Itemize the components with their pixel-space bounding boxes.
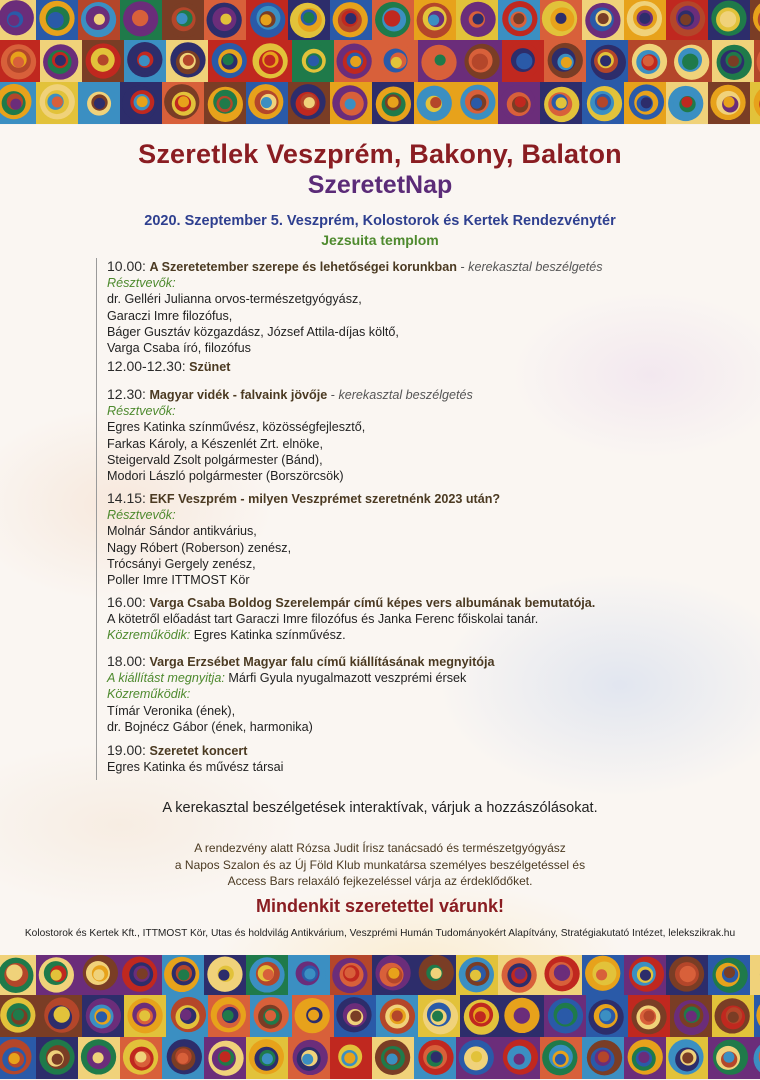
program-separator: - (456, 260, 469, 274)
pattern-circle (723, 1052, 734, 1063)
pattern-circle (8, 15, 19, 26)
pattern-circle (430, 97, 441, 108)
event-date-venue: 2020. Szeptember 5. Veszprém, Kolostorok és Kertek Rendezvénytér (144, 213, 616, 229)
pattern-circle (93, 969, 104, 980)
decorative-circles-band-bottom (0, 955, 760, 1080)
program-separator: - (327, 388, 339, 402)
program-time: 12.30: (107, 386, 146, 402)
pattern-circle (345, 967, 356, 978)
participant-line: Steigervald Zsolt polgármester (Bánd), (107, 452, 323, 467)
program-item (107, 258, 737, 356)
program-title: A Szeretetember szerepe és lehetőségei korunkban (149, 260, 457, 274)
pattern-circle (13, 57, 24, 68)
pattern-circle (260, 14, 271, 25)
participants-label: Résztvevők: (107, 276, 176, 291)
pattern-circle (561, 57, 572, 68)
pattern-circle (600, 55, 611, 66)
pattern-circle (344, 1053, 355, 1064)
pattern-circle (139, 55, 150, 66)
pattern-circle (471, 1051, 482, 1062)
description-line: A kötetről előadást tart Garaczi Imre filozófus és Janka Ferenc főiskolai tanár. (107, 612, 539, 627)
participant-line: Trócsányi Gergely zenész, (107, 556, 256, 571)
pattern-circle (96, 1011, 107, 1022)
pattern-circle (265, 1010, 276, 1021)
pattern-circle (685, 55, 696, 66)
program-time: 14.15: (107, 490, 146, 506)
pattern-circle (728, 1012, 739, 1023)
pattern-circle (98, 54, 109, 65)
pattern-circle (261, 97, 272, 108)
pattern-circle (345, 13, 356, 24)
pattern-circle (350, 56, 361, 67)
pattern-circle (597, 97, 608, 108)
pattern-circle (9, 1053, 20, 1064)
participant-line: Poller Imre ITTMOST Kör (107, 573, 250, 588)
pattern-circle (514, 1054, 525, 1065)
pattern-circle (308, 1010, 319, 1021)
pattern-circle (222, 1010, 233, 1021)
pattern-circle (304, 968, 315, 979)
participant-line: Tímár Veronika (ének), (107, 703, 236, 718)
program-schedule (96, 258, 737, 780)
pattern-circle (51, 969, 62, 980)
info-paragraph: A rendezvény alatt Rózsa Judit Írisz tanácsadó és természetgyógyász a Napos Szalon és az Új Föld Klub munkatársa személyes beszélgetéssel és Access Bars relaxáló fejkezeléssel várja az érdeklődőket. (174, 841, 586, 888)
pattern-circle (388, 968, 399, 979)
opener-line: A kiállítást megnyitja: Márfi Gyula nyugalmazott veszprémi érsek (107, 671, 467, 686)
opener-label: A kiállítást megnyitja: (107, 671, 225, 686)
program-format: kerekasztal beszélgetés (338, 388, 473, 402)
pattern-circle (308, 55, 319, 66)
pattern-circle (220, 1051, 231, 1062)
pattern-circle (9, 967, 20, 978)
pattern-circle (392, 1010, 403, 1021)
pattern-circle (218, 970, 229, 981)
pattern-circle (640, 970, 651, 981)
pattern-circle (686, 1011, 697, 1022)
pattern-circle (263, 969, 274, 980)
pattern-circle (431, 968, 442, 979)
contributor-label: Közreműködik: (107, 687, 191, 702)
pattern-circle (94, 14, 105, 25)
pattern-circle (388, 12, 399, 23)
participant-line: Egres Katinka színművész, közösségfejlesztő, (107, 420, 366, 435)
pattern-circle (555, 969, 566, 980)
pattern-circle (598, 1051, 609, 1062)
participant-line (107, 507, 737, 523)
pattern-circle (638, 1052, 649, 1063)
program-time: 10.00: (107, 258, 146, 274)
pattern-circle (52, 96, 63, 107)
participant-line: Báger Gusztáv közgazdász, József Attila-díjas költő, (107, 324, 399, 339)
pattern-circle (471, 98, 482, 109)
pattern-circle (52, 13, 63, 24)
pattern-circle (682, 1052, 693, 1063)
pattern-circle (388, 97, 399, 108)
pattern-circle (183, 55, 194, 66)
pattern-circle (303, 12, 314, 23)
pattern-circle (391, 57, 402, 68)
decorative-circles-band-top (0, 0, 760, 125)
participant-line: Garaczi Imre filozófus, (107, 308, 233, 323)
pattern-circle (476, 55, 487, 66)
contributor-line: Közreműködik: Egres Katinka színművész. (107, 628, 346, 643)
program-item (107, 742, 737, 775)
poster-content (0, 125, 760, 955)
participant-line: dr. Bojnécz Gábor (ének, harmonika) (107, 719, 313, 734)
participant-line (107, 403, 737, 419)
pattern-circle (13, 1009, 24, 1020)
participant-line: Egres Katinka és művész társai (107, 760, 284, 775)
participant-line: Varga Csaba író, filozófus (107, 341, 251, 356)
pattern-circle (513, 13, 524, 24)
program-title: Szeretet koncert (149, 744, 248, 758)
pattern-circle (93, 1052, 104, 1063)
pattern-circle (178, 96, 189, 107)
program-item (107, 386, 737, 484)
pattern-circle (428, 15, 439, 26)
participant-line (107, 275, 737, 291)
pattern-circle (387, 1054, 398, 1065)
program-time: 16.00: (107, 594, 146, 610)
pattern-circle (641, 97, 652, 108)
program-title: Varga Csaba Boldog Szerelempár című képes vers albumának bemutatója. (149, 596, 596, 610)
pattern-circle (470, 970, 481, 981)
pattern-circle (431, 1052, 442, 1063)
program-item (107, 594, 737, 644)
program-format: kerekasztal beszélgetés (468, 260, 603, 274)
event-name: SzeretetNap (307, 171, 453, 199)
pattern-circle (139, 1010, 150, 1021)
pattern-circle (560, 1011, 571, 1022)
pattern-circle (517, 1009, 528, 1020)
participant-line: Farkas Károly, a Készenlét Zrt. elnöke, (107, 436, 324, 451)
pattern-circle (137, 96, 148, 107)
pattern-circle (350, 1011, 361, 1022)
pattern-circle (723, 97, 734, 108)
pattern-circle (432, 1011, 443, 1022)
pattern-circle (680, 14, 691, 25)
pattern-circle (517, 57, 528, 68)
pattern-circle (302, 1054, 313, 1065)
pattern-circle (643, 55, 654, 66)
pattern-circle (600, 1010, 611, 1021)
pattern-circle (435, 54, 446, 65)
participants-label: Résztvevők: (107, 508, 176, 523)
pattern-circle (223, 54, 234, 65)
interactive-note: A kerekasztal beszélgetések interaktívak, várjuk a hozzászólásokat. (162, 800, 598, 816)
participant-line: Nagy Róbert (Roberson) zenész, (107, 540, 292, 555)
program-item (107, 490, 737, 588)
pattern-circle (644, 1011, 655, 1022)
program-time: 19.00: (107, 742, 146, 758)
pattern-circle (137, 968, 148, 979)
sponsors-line: Kolostorok és Kertek Kft., ITTMOST Kör, Utas és holdvilág Antikvárium, Veszprémi Humán Tudományokért Alapítvány, Stratégiakutató Intézet, lelekszikrak.hu (24, 928, 736, 939)
pattern-circle (596, 969, 607, 980)
pattern-circle (10, 99, 21, 110)
program-time: 12.00-12.30: (107, 358, 186, 374)
program-time: 18.00: (107, 653, 146, 669)
pattern-circle (56, 1011, 67, 1022)
pattern-circle (728, 55, 739, 66)
pattern-circle (681, 96, 692, 107)
pattern-circle (219, 98, 230, 109)
pattern-circle (178, 969, 189, 980)
program-item (107, 653, 737, 735)
participants-label: Résztvevők: (107, 404, 176, 419)
contributor-label: Közreműködik: (107, 628, 191, 643)
pattern-circle (555, 1054, 566, 1065)
pattern-circle (345, 99, 356, 110)
program-item (107, 358, 737, 375)
pattern-circle (176, 13, 187, 24)
pattern-circle (556, 97, 567, 108)
pattern-circle (180, 1009, 191, 1020)
participant-line: dr. Gelléri Julianna orvos-természetgyógyász, (107, 292, 362, 307)
pattern-circle (262, 1053, 273, 1064)
pattern-circle (134, 13, 145, 24)
pattern-circle (135, 1051, 146, 1062)
program-title: EKF Veszprém - milyen Veszprémet szeretnénk 2023 után? (149, 492, 501, 506)
pattern-circle (681, 969, 692, 980)
pattern-circle (515, 968, 526, 979)
pattern-circle (555, 13, 566, 24)
pattern-circle (598, 13, 609, 24)
pattern-circle (639, 13, 650, 24)
pattern-circle (725, 13, 736, 24)
pattern-circle (94, 98, 105, 109)
program-title: Szünet (189, 360, 231, 374)
program-title: Varga Erzsébet Magyar falu című kiállításának megnyitója (149, 655, 495, 669)
pattern-circle (177, 1053, 188, 1064)
pattern-circle (473, 13, 484, 24)
pattern-circle (264, 55, 275, 66)
event-location: Jezsuita templom (321, 232, 439, 248)
pattern-circle (52, 1054, 63, 1065)
pattern-circle (515, 96, 526, 107)
pattern-circle (475, 1011, 486, 1022)
participant-line: Molnár Sándor antikvárius, (107, 524, 257, 539)
closing-message: Mindenkit szeretettel várunk! (255, 896, 505, 916)
pattern-circle (304, 97, 315, 108)
poster-title: Szeretlek Veszprém, Bakony, Balaton (138, 139, 622, 169)
pattern-circle (55, 55, 66, 66)
contributor-line (107, 686, 737, 702)
pattern-circle (724, 967, 735, 978)
pattern-circle (220, 14, 231, 25)
participant-line: Modori László polgármester (Borszörcsök) (107, 469, 344, 484)
program-title: Magyar vidék - falvaink jövője (149, 388, 328, 402)
